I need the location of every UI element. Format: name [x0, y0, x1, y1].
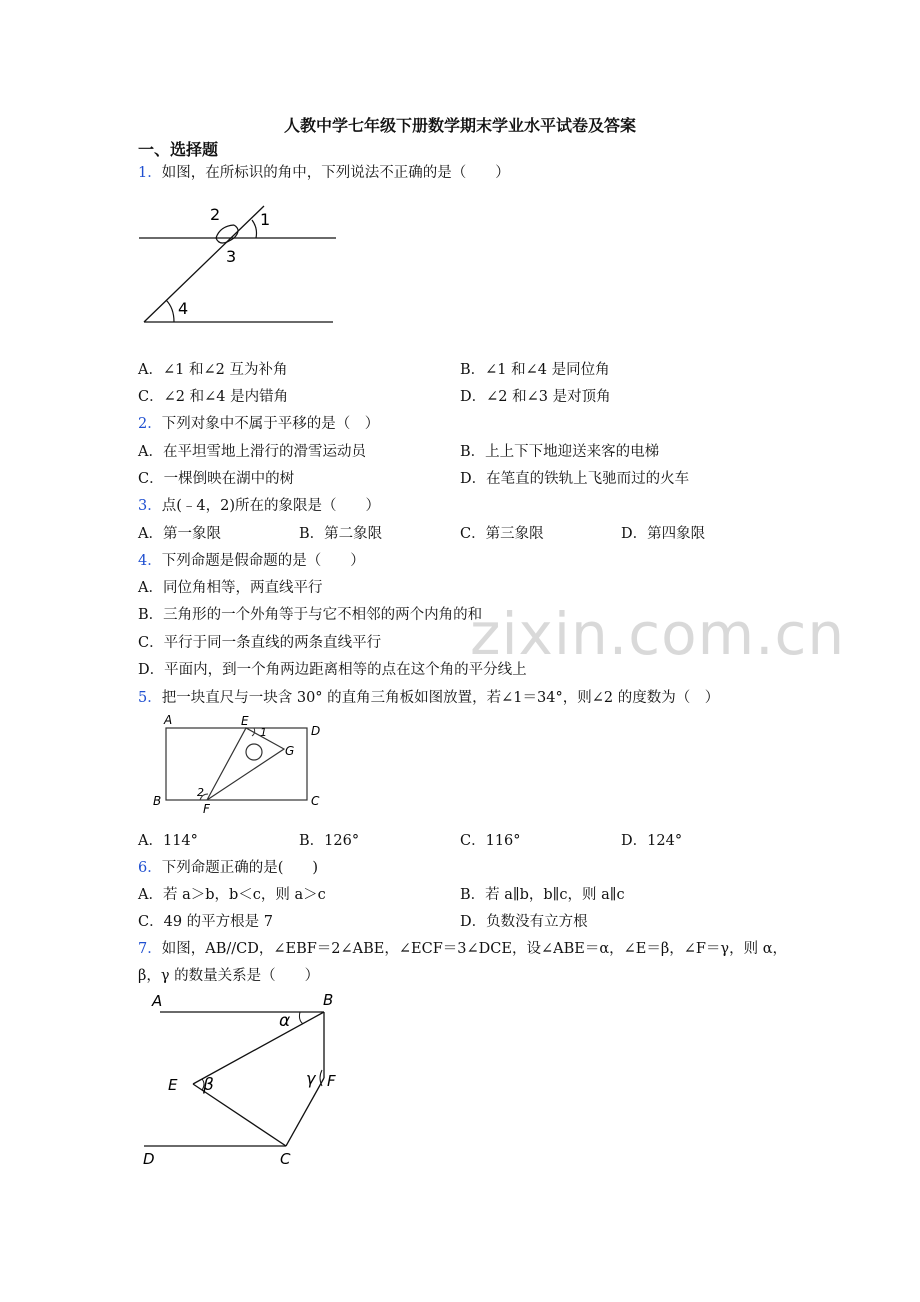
option-3c[interactable]: C．第三象限	[460, 526, 544, 542]
question-6	[138, 856, 318, 877]
segment-FC	[286, 1078, 324, 1146]
question-text: 把一块直尺与一块含 30° 的直角三角板如图放置，若∠1＝34°，则∠2 的度数为（ ）	[161, 690, 720, 706]
option-2b[interactable]: B．上上下下地迎送来客的电梯	[460, 444, 660, 460]
document-title: 人教中学七年级下册数学期末学业水平试卷及答案	[283, 116, 636, 135]
question-number: 4．	[138, 553, 162, 569]
label-alpha: α	[279, 1011, 291, 1031]
question-text: 如图，AB//CD，∠EBF＝2∠ABE，∠ECF＝3∠DCE，设∠ABE＝α，∠E＝β，∠F＝γ，则 α，	[161, 941, 788, 957]
label-gamma: γ	[306, 1069, 316, 1088]
label-angle-1: 1	[260, 210, 271, 229]
option-3d[interactable]: D．第四象限	[621, 526, 706, 542]
triangle-board	[207, 728, 284, 800]
option-2a[interactable]: A．在平坦雪地上滑行的滑雪运动员	[138, 444, 366, 460]
label-A: A	[164, 713, 173, 727]
angle-arc-1	[252, 220, 257, 238]
label-C: C	[280, 1150, 291, 1166]
angle-arc-4	[166, 300, 174, 322]
question-4	[138, 549, 365, 570]
label-C: C	[311, 794, 320, 808]
label-angle-3: 3	[226, 247, 237, 266]
option-4a[interactable]: A．同位角相等，两直线平行	[138, 580, 323, 596]
option-5d[interactable]: D．124°	[621, 833, 683, 849]
question-text: 点(﹣4，2)所在的象限是（ ）	[161, 498, 380, 514]
watermark: zixin.com.cn	[470, 600, 846, 668]
question-number: 6．	[138, 860, 162, 876]
option-6c[interactable]: C．49 的平方根是 7	[138, 914, 274, 930]
question-7	[138, 937, 787, 958]
question-text: 下列命题正确的是( )	[161, 860, 319, 876]
transversal-line	[144, 206, 264, 322]
question-number: 5．	[138, 690, 162, 706]
section-heading: 一、选择题	[138, 140, 219, 159]
label-F: F	[203, 802, 210, 816]
label-beta: β	[203, 1075, 214, 1095]
question-number: 3．	[138, 498, 162, 514]
option-3b[interactable]: B．第二象限	[299, 526, 383, 542]
ruler-rectangle	[166, 728, 307, 800]
option-3a[interactable]: A．第一象限	[138, 526, 221, 542]
figure-q5	[146, 712, 336, 816]
option-1d[interactable]: D．∠2 和∠3 是对顶角	[460, 389, 611, 405]
option-4b[interactable]: B．三角形的一个外角等于与它不相邻的两个内角的和	[138, 607, 483, 623]
question-text: 下列对象中不属于平移的是（ ）	[161, 416, 380, 432]
label-D: D	[311, 724, 321, 738]
label-B: B	[153, 794, 162, 808]
segment-BE	[193, 1012, 324, 1084]
option-6d[interactable]: D．负数没有立方根	[460, 914, 588, 930]
question-text: 如图，在所标识的角中，下列说法不正确的是（ ）	[161, 165, 510, 181]
label-A: A	[152, 992, 163, 1010]
label-angle-2: 2	[210, 205, 221, 224]
question-3	[138, 494, 380, 515]
question-number: 2．	[138, 416, 162, 432]
question-7-continued: β，γ 的数量关系是（ ）	[138, 968, 320, 984]
option-4d[interactable]: D．平面内，到一个角两边距离相等的点在这个角的平分线上	[138, 662, 527, 678]
label-2: 2	[197, 786, 204, 799]
option-6a[interactable]: A．若 a＞b，b＜c，则 a＞c	[138, 887, 326, 903]
label-1: 1	[260, 726, 267, 739]
option-1a[interactable]: A．∠1 和∠2 互为补角	[138, 362, 288, 378]
label-E: E	[168, 1076, 178, 1094]
figure-q7	[140, 990, 350, 1166]
option-1c[interactable]: C．∠2 和∠4 是内错角	[138, 389, 289, 405]
option-1b[interactable]: B．∠1 和∠4 是同位角	[460, 362, 610, 378]
option-5c[interactable]: C．116°	[460, 833, 521, 849]
label-E: E	[241, 714, 249, 728]
option-2c[interactable]: C．一棵倒映在湖中的树	[138, 471, 295, 487]
triangle-hole	[246, 744, 262, 760]
figure-q1	[136, 198, 346, 330]
question-5	[138, 686, 719, 707]
question-number: 1．	[138, 165, 162, 181]
label-B: B	[323, 991, 334, 1009]
option-5a[interactable]: A．114°	[138, 833, 198, 849]
option-5b[interactable]: B．126°	[299, 833, 360, 849]
option-4c[interactable]: C．平行于同一条直线的两条直线平行	[138, 635, 382, 651]
label-D: D	[143, 1150, 155, 1166]
label-G: G	[285, 744, 295, 758]
angle-arc-alpha	[299, 1012, 303, 1024]
label-angle-4: 4	[178, 299, 189, 318]
option-2d[interactable]: D．在笔直的铁轨上飞驰而过的火车	[460, 471, 690, 487]
option-6b[interactable]: B．若 a∥b，b∥c，则 a∥c	[460, 887, 625, 903]
question-number: 7．	[138, 941, 162, 957]
question-1	[138, 161, 510, 182]
question-2	[138, 412, 379, 433]
label-F: F	[327, 1072, 336, 1090]
question-text: 下列命题是假命题的是（ ）	[161, 553, 365, 569]
